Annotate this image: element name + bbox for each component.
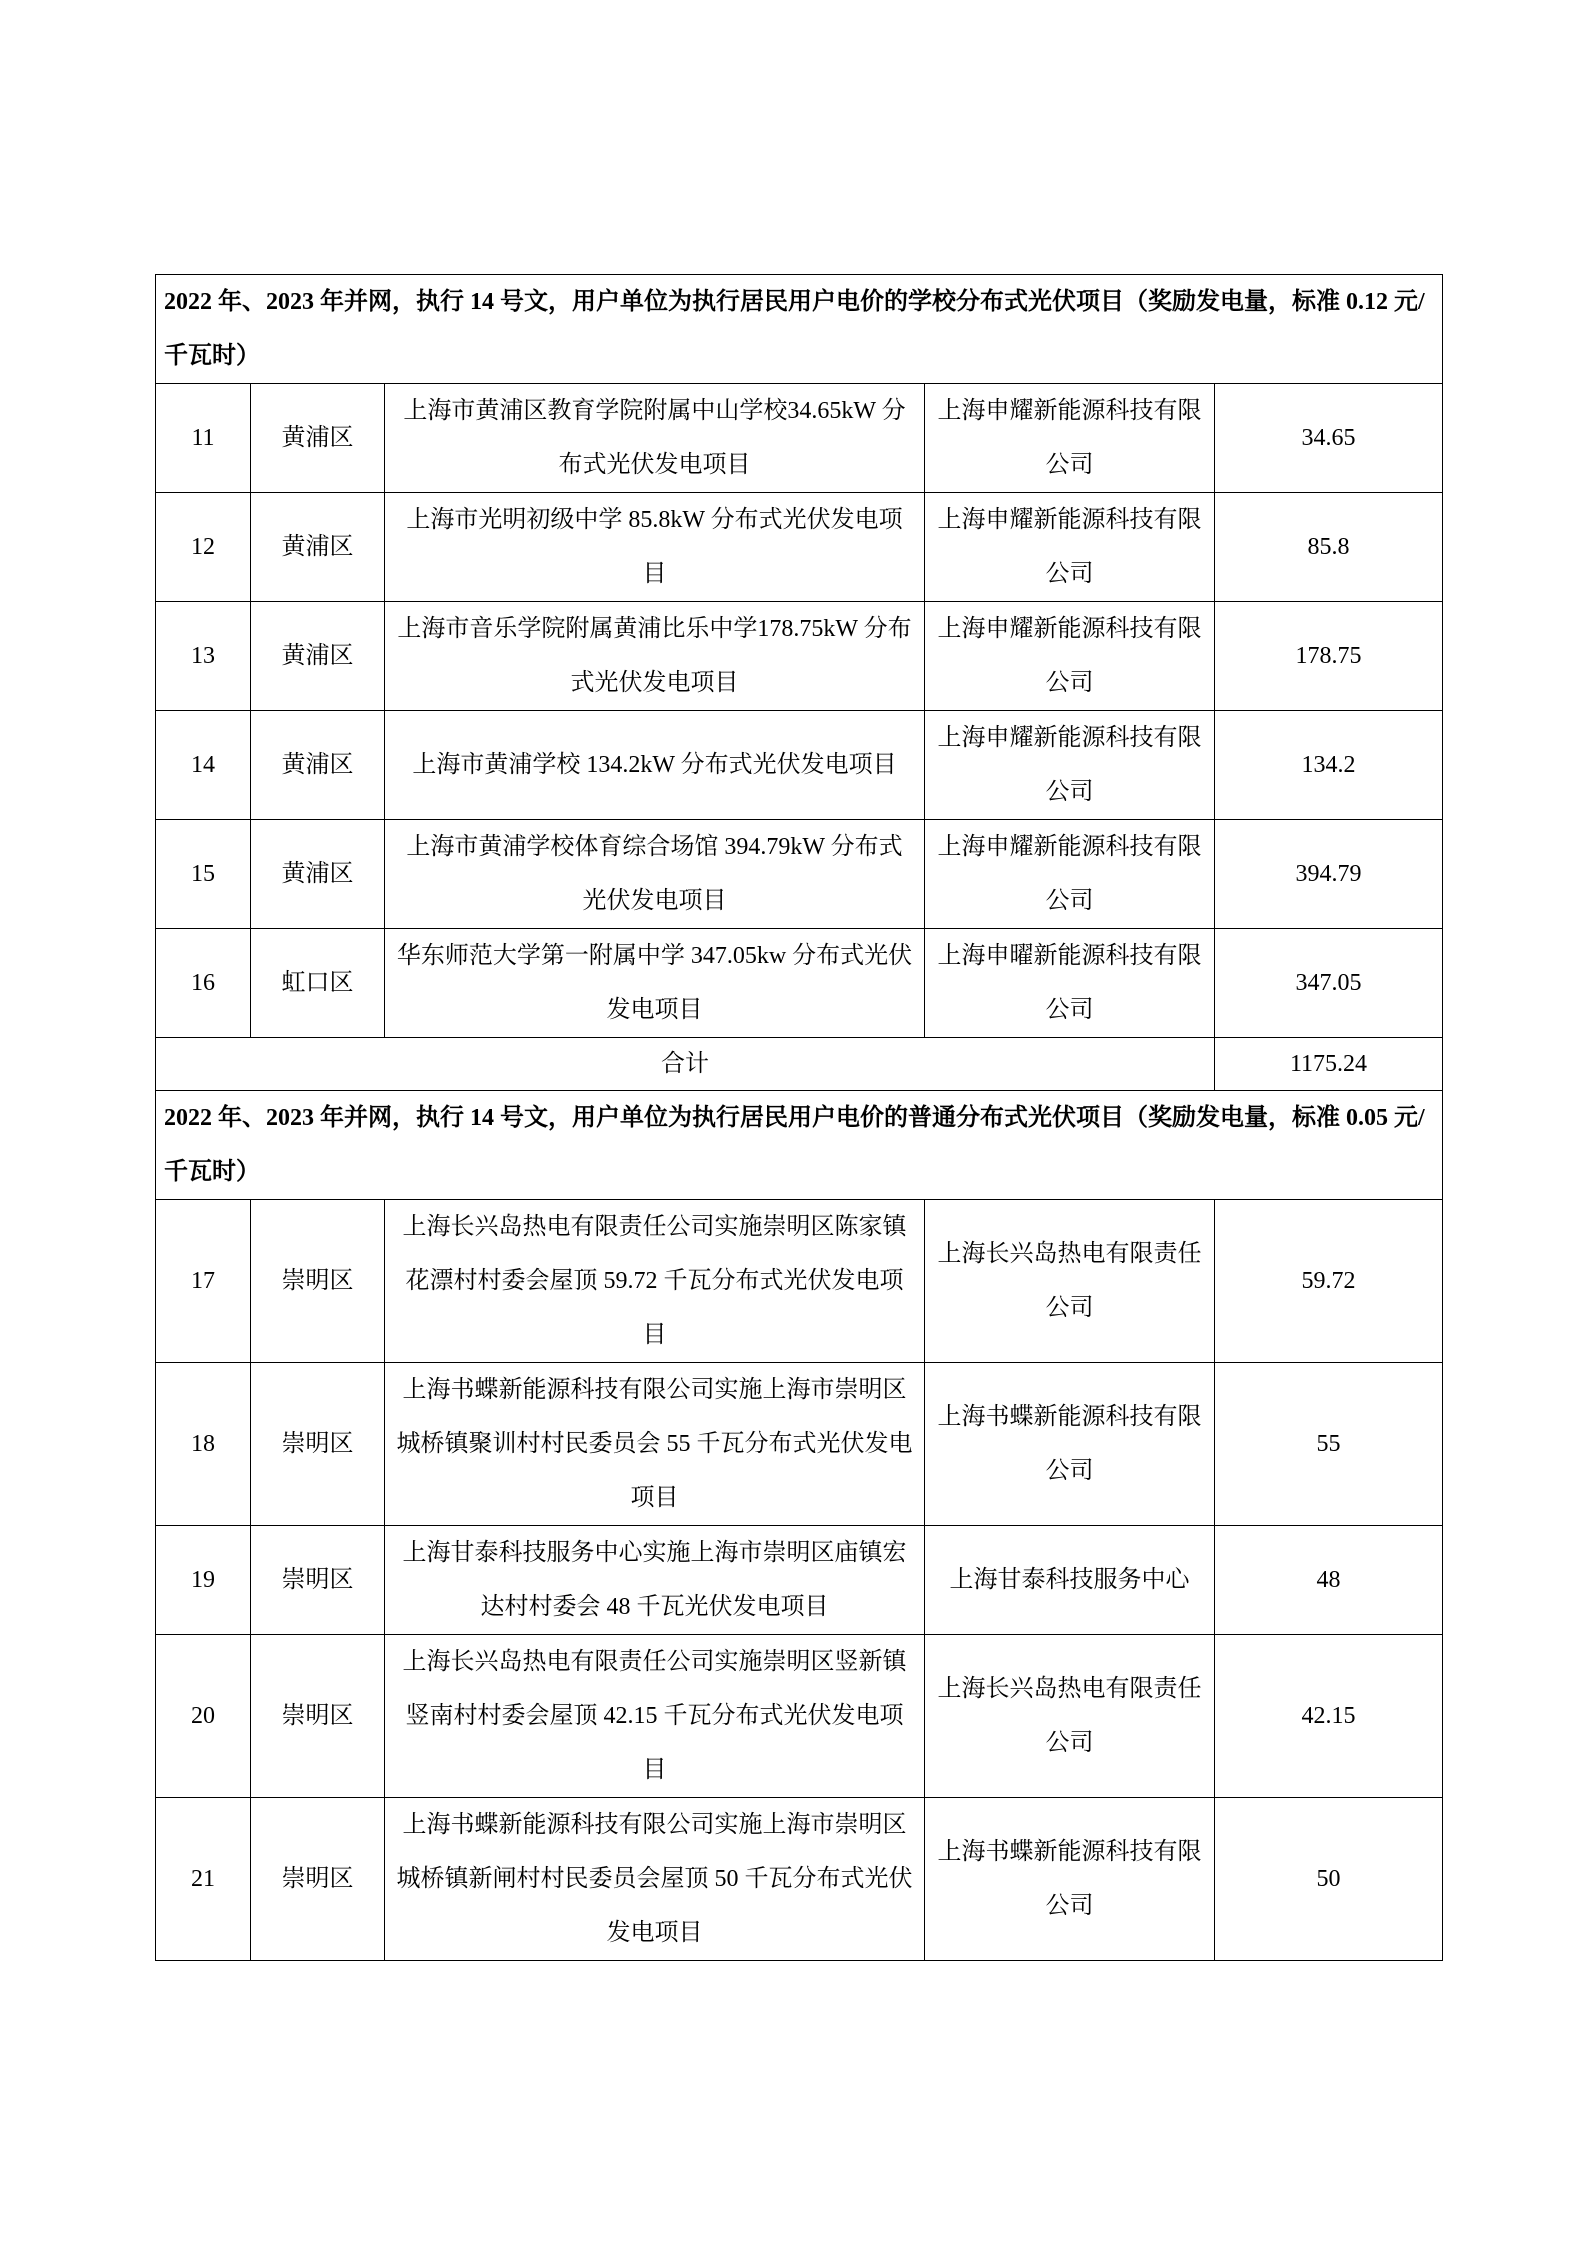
capacity-cell: 50 xyxy=(1215,1798,1443,1961)
project-name-cell: 上海市黄浦学校体育综合场馆 394.79kW 分布式光伏发电项目 xyxy=(385,820,925,929)
district-cell: 黄浦区 xyxy=(251,711,385,820)
row-number: 17 xyxy=(156,1200,251,1363)
company-cell: 上海申耀新能源科技有限公司 xyxy=(925,820,1215,929)
table-row xyxy=(156,493,1443,602)
row-number: 15 xyxy=(156,820,251,929)
row-number: 21 xyxy=(156,1798,251,1961)
capacity-cell: 85.8 xyxy=(1215,493,1443,602)
capacity-cell: 48 xyxy=(1215,1526,1443,1635)
row-number: 12 xyxy=(156,493,251,602)
project-name-cell: 上海市光明初级中学 85.8kW 分布式光伏发电项目 xyxy=(385,493,925,602)
district-cell: 黄浦区 xyxy=(251,384,385,493)
capacity-cell: 347.05 xyxy=(1215,929,1443,1038)
company-cell: 上海长兴岛热电有限责任公司 xyxy=(925,1635,1215,1798)
project-name-cell: 上海书蝶新能源科技有限公司实施上海市崇明区城桥镇聚训村村民委员会 55 千瓦分布式光伏发电项目 xyxy=(385,1363,925,1526)
company-cell: 上海申耀新能源科技有限公司 xyxy=(925,493,1215,602)
district-cell: 崇明区 xyxy=(251,1526,385,1635)
district-cell: 虹口区 xyxy=(251,929,385,1038)
company-cell: 上海申耀新能源科技有限公司 xyxy=(925,711,1215,820)
project-table xyxy=(155,274,1443,1961)
total-row xyxy=(156,1038,1443,1091)
table-row xyxy=(156,1798,1443,1961)
company-cell: 上海甘泰科技服务中心 xyxy=(925,1526,1215,1635)
table-row xyxy=(156,929,1443,1038)
project-name-cell: 上海市音乐学院附属黄浦比乐中学178.75kW 分布式光伏发电项目 xyxy=(385,602,925,711)
row-number: 20 xyxy=(156,1635,251,1798)
project-name-cell: 上海市黄浦区教育学院附属中山学校34.65kW 分布式光伏发电项目 xyxy=(385,384,925,493)
project-name-cell: 上海市黄浦学校 134.2kW 分布式光伏发电项目 xyxy=(385,711,925,820)
company-cell: 上海申耀新能源科技有限公司 xyxy=(925,384,1215,493)
company-cell: 上海长兴岛热电有限责任公司 xyxy=(925,1200,1215,1363)
table-row xyxy=(156,384,1443,493)
row-number: 18 xyxy=(156,1363,251,1526)
row-number: 16 xyxy=(156,929,251,1038)
table-row xyxy=(156,711,1443,820)
district-cell: 黄浦区 xyxy=(251,493,385,602)
project-name-cell: 上海长兴岛热电有限责任公司实施崇明区陈家镇花漂村村委会屋顶 59.72 千瓦分布式光伏发电项目 xyxy=(385,1200,925,1363)
table-row xyxy=(156,1635,1443,1798)
district-cell: 崇明区 xyxy=(251,1798,385,1961)
district-cell: 崇明区 xyxy=(251,1200,385,1363)
section-title: 2022 年、2023 年并网，执行 14 号文，用户单位为执行居民用户电价的学校分布式光伏项目（奖励发电量，标准 0.12 元/千瓦时） xyxy=(156,275,1443,384)
company-cell: 上海申曜新能源科技有限公司 xyxy=(925,929,1215,1038)
capacity-cell: 42.15 xyxy=(1215,1635,1443,1798)
capacity-cell: 34.65 xyxy=(1215,384,1443,493)
project-name-cell: 上海甘泰科技服务中心实施上海市崇明区庙镇宏达村村委会 48 千瓦光伏发电项目 xyxy=(385,1526,925,1635)
total-label: 合计 xyxy=(156,1038,1215,1091)
table-row xyxy=(156,1363,1443,1526)
company-cell: 上海申耀新能源科技有限公司 xyxy=(925,602,1215,711)
row-number: 11 xyxy=(156,384,251,493)
total-value: 1175.24 xyxy=(1215,1038,1443,1091)
capacity-cell: 134.2 xyxy=(1215,711,1443,820)
table-row xyxy=(156,1200,1443,1363)
row-number: 19 xyxy=(156,1526,251,1635)
project-name-cell: 上海书蝶新能源科技有限公司实施上海市崇明区城桥镇新闸村村民委员会屋顶 50 千瓦分布式光伏发电项目 xyxy=(385,1798,925,1961)
row-number: 13 xyxy=(156,602,251,711)
district-cell: 黄浦区 xyxy=(251,602,385,711)
company-cell: 上海书蝶新能源科技有限公司 xyxy=(925,1798,1215,1961)
section-title: 2022 年、2023 年并网，执行 14 号文，用户单位为执行居民用户电价的普通分布式光伏项目（奖励发电量，标准 0.05 元/千瓦时） xyxy=(156,1091,1443,1200)
capacity-cell: 178.75 xyxy=(1215,602,1443,711)
company-cell: 上海书蝶新能源科技有限公司 xyxy=(925,1363,1215,1526)
table-row xyxy=(156,602,1443,711)
capacity-cell: 59.72 xyxy=(1215,1200,1443,1363)
district-cell: 崇明区 xyxy=(251,1363,385,1526)
table-row xyxy=(156,1526,1443,1635)
district-cell: 崇明区 xyxy=(251,1635,385,1798)
table-row xyxy=(156,820,1443,929)
capacity-cell: 394.79 xyxy=(1215,820,1443,929)
project-name-cell: 华东师范大学第一附属中学 347.05kw 分布式光伏发电项目 xyxy=(385,929,925,1038)
capacity-cell: 55 xyxy=(1215,1363,1443,1526)
district-cell: 黄浦区 xyxy=(251,820,385,929)
row-number: 14 xyxy=(156,711,251,820)
project-name-cell: 上海长兴岛热电有限责任公司实施崇明区竖新镇竖南村村委会屋顶 42.15 千瓦分布式光伏发电项目 xyxy=(385,1635,925,1798)
